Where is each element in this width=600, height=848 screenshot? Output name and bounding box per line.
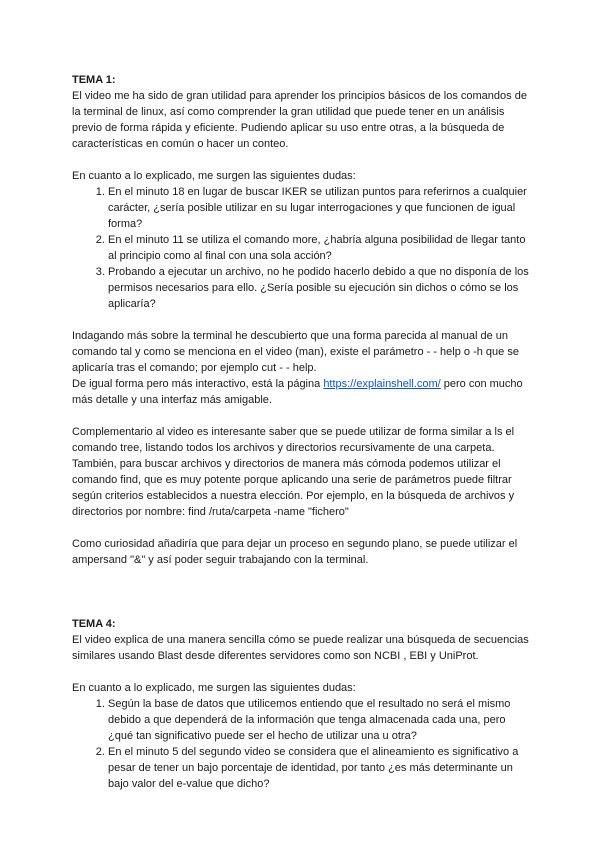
list-item: 1. Según la base de datos que utilicemos entiendo que el resultado no será el mismo debido a que dependerá de la información que tenga almacenada cada una, pero ¿qué tan significativo puede ser el hecho de utilizar una u otra? — [108, 696, 532, 744]
tema1-doubts-intro: En cuanto a lo explicado, me surgen las siguientes dudas: — [72, 170, 356, 182]
tema1-tree-paragraph: Complementario al video es interesante saber que se puede utilizar de forma similar a ls el comando tree, listando todos los archivos y directorios recursivamente de una carpeta. También, para buscar archivos y directorios de manera más cómoda podemos utilizar el comando find, que es muy potente porque aplicando una serie de parámetros puede filtrar según criterios establecidos a nuestra elección. Por ejemplo, en la búsqueda de archivos y directorios por nombre: find /ruta/carpeta -name "fichero" — [72, 426, 515, 518]
tema1-help-paragraph: Indagando más sobre la terminal he descubierto que una forma parecida al manual de un comando tal y como se menciona en el video (man), existe el parámetro - - help o -h que se aplicaría tras el comando; por ejemplo cut - - help. — [72, 330, 519, 374]
document-page — [72, 72, 532, 792]
list-item: 3. Probando a ejecutar un archivo, no he podido hacerlo debido a que no disponía de los permisos necesarios para ello. ¿Sería posible su ejecución sin dichos o cómo se los aplicaría? — [108, 264, 532, 312]
tema4-intro: El video explica de una manera sencilla cómo se puede realizar una búsqueda de secuencias similares usando Blast desde diferentes servidores como son NCBI , EBI y UniProt. — [72, 634, 529, 662]
explainshell-after: pero con mucho más detalle y una interfaz más amigable. — [72, 378, 523, 406]
tema1-explainshell-paragraph — [72, 376, 532, 408]
explainshell-link[interactable]: https://explainshell.com/ — [323, 378, 441, 390]
tema1-curiosity-paragraph: Como curiosidad añadiría que para dejar un proceso en segundo plano, se puede utilizar el ampersand "&" y así poder seguir trabajando con la terminal. — [72, 538, 518, 566]
explainshell-before: De igual forma pero más interactivo, está la página — [72, 378, 324, 390]
list-item: 1. En el minuto 18 en lugar de buscar IKER se utilizan puntos para referirnos a cualquier carácter, ¿sería posible utilizar en su lugar interrogaciones y que funcionen de igual forma? — [108, 184, 532, 232]
list-item: 2. En el minuto 11 se utiliza el comando more, ¿habría alguna posibilidad de llegar tanto al principio como al final con una sola acción? — [108, 232, 532, 264]
tema1-doubts-list — [72, 184, 532, 312]
tema1-heading: TEMA 1: — [72, 74, 116, 86]
tema1-intro: El video me ha sido de gran utilidad para aprender los principios básicos de los comandos de la terminal de linux, así como comprender la gran utilidad que puede tener en un análisis previo de forma rápida y eficiente. Pudiendo aplicar su uso entre otras, a la búsqueda de características en común o hacer un conteo. — [72, 90, 527, 150]
tema4-doubts-intro: En cuanto a lo explicado, me surgen las siguientes dudas: — [72, 682, 356, 694]
list-item: 2. En el minuto 5 del segundo video se considera que el alineamiento es significativo a pesar de tener un bajo porcentaje de identidad, por tanto ¿es más determinante un bajo valor del e-value que dicho? — [108, 744, 532, 792]
tema4-heading: TEMA 4: — [72, 618, 116, 630]
tema4-doubts-list — [72, 696, 532, 792]
